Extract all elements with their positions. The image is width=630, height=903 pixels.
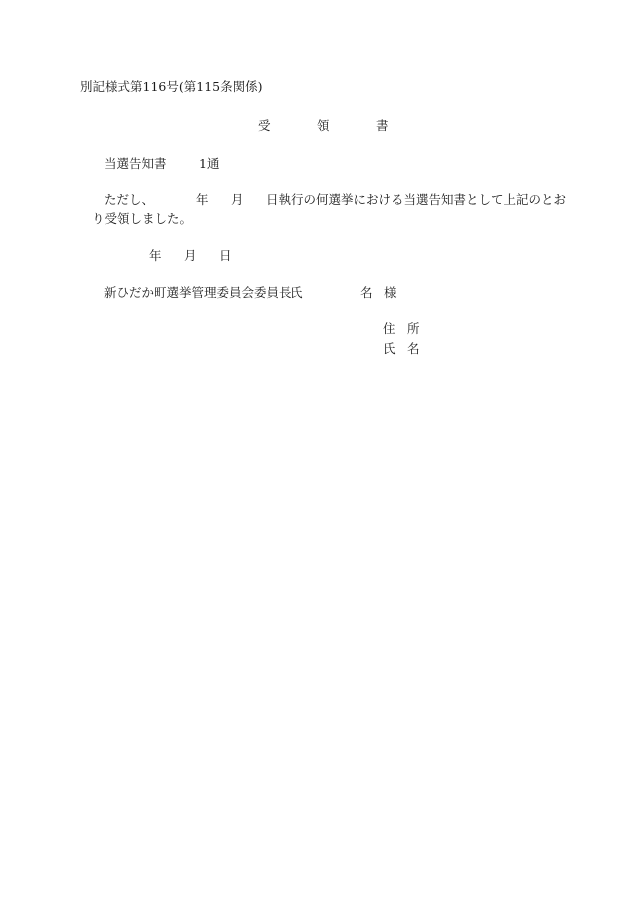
title-char-1: 受 xyxy=(258,118,271,133)
name-label-char-1: 氏 xyxy=(383,341,396,356)
addressee-shi: 氏 xyxy=(290,285,303,300)
date-year: 年 xyxy=(149,248,162,263)
date-day: 日 xyxy=(219,248,232,263)
body-rest: 日執行の何選挙における当選告知書として上記のとお xyxy=(266,192,567,207)
title-char-2: 領 xyxy=(317,118,330,133)
item-line xyxy=(104,156,219,172)
form-reference: 別記様式第116号(第115条関係) xyxy=(80,79,263,94)
body-line-1 xyxy=(104,192,566,208)
document-title xyxy=(258,118,389,134)
body-line-2: り受領しました。 xyxy=(92,211,193,226)
addressee-mei: 名 xyxy=(360,285,373,300)
address-label-char-2: 所 xyxy=(407,321,420,336)
addressee-organization: 新ひだか町選挙管理委員会委員長 xyxy=(104,285,292,300)
addressee-line xyxy=(104,285,397,301)
recipient-address-label xyxy=(383,321,420,337)
title-char-3: 書 xyxy=(376,118,389,133)
item-quantity: 1通 xyxy=(199,156,220,171)
name-label-char-2: 名 xyxy=(407,341,420,356)
body-year: 年 xyxy=(196,192,209,207)
body-lead: ただし、 xyxy=(104,192,155,207)
address-label-char-1: 住 xyxy=(383,321,396,336)
addressee-honorific: 様 xyxy=(384,285,397,300)
date-month: 月 xyxy=(184,248,197,263)
item-name: 当選告知書 xyxy=(104,156,167,171)
date-line xyxy=(149,248,232,264)
body-month: 月 xyxy=(231,192,244,207)
recipient-name-label xyxy=(383,341,420,357)
